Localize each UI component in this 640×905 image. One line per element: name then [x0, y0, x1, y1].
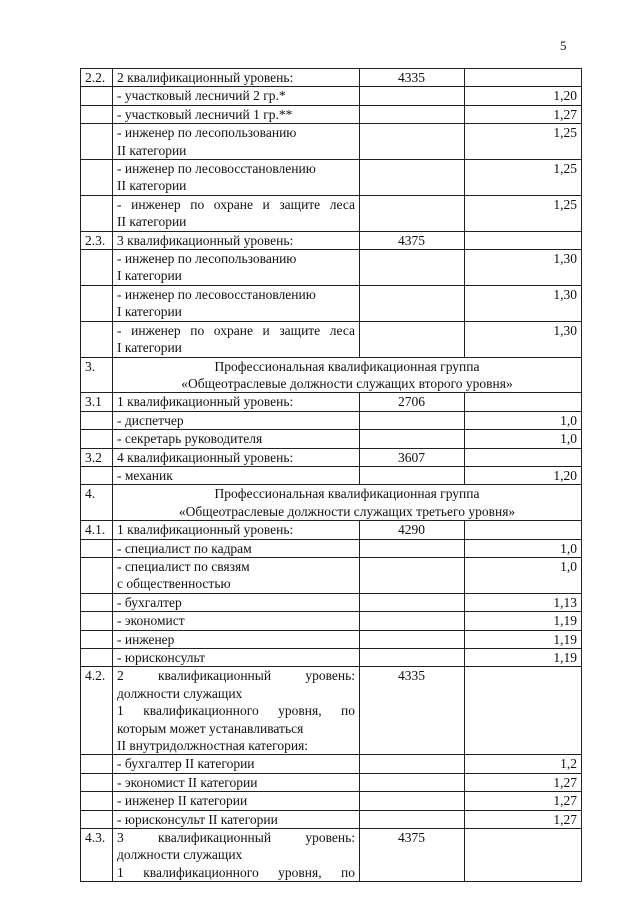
- table-row: [81, 321, 582, 357]
- position-name-cell: [113, 250, 360, 286]
- row-number-cell: [81, 105, 113, 123]
- position-name-cell: [113, 612, 360, 630]
- position-name-cell: [113, 321, 360, 357]
- table-row: [81, 466, 582, 484]
- row-number-cell: [81, 430, 113, 448]
- position-name-line: - инженер: [117, 631, 175, 647]
- coefficient-cell: 1,30: [465, 285, 582, 321]
- row-number-cell: [81, 321, 113, 357]
- table-row: [81, 195, 582, 231]
- salary-cell: [360, 105, 465, 123]
- table-row: [81, 612, 582, 630]
- row-number-cell: [81, 612, 113, 630]
- salary-cell: 4375: [360, 829, 465, 882]
- coefficient-cell: [465, 829, 582, 882]
- row-number-cell: 2.3.: [81, 231, 113, 249]
- salary-cell: [360, 755, 465, 773]
- position-name-cell: [113, 557, 360, 593]
- salary-cell: [360, 411, 465, 429]
- coefficient-cell: [465, 448, 582, 466]
- salary-cell: [360, 810, 465, 828]
- position-name-line: 4 квалификационный уровень:: [117, 449, 294, 465]
- position-name-cell: [113, 539, 360, 557]
- position-name-cell: [113, 466, 360, 484]
- coefficient-cell: 1,0: [465, 430, 582, 448]
- table-row: [81, 630, 582, 648]
- position-name-line: - диспетчер: [117, 412, 184, 428]
- position-name-cell: [113, 393, 360, 411]
- salary-cell: [360, 321, 465, 357]
- position-name-cell: [113, 430, 360, 448]
- row-number-cell: [81, 649, 113, 667]
- coefficient-cell: 1,30: [465, 250, 582, 286]
- position-name-line: I категории: [117, 304, 182, 320]
- row-number-cell: 2.2.: [81, 69, 113, 87]
- salary-cell: 4335: [360, 667, 465, 755]
- position-name-line: - участковый лесничий 2 гр.*: [117, 88, 286, 104]
- position-name-cell: [113, 792, 360, 810]
- position-name-line: - участковый лесничий 1 гр.**: [117, 106, 293, 122]
- position-name-line: 2 квалификационный уровень:: [117, 70, 294, 85]
- position-name-line: II категории: [117, 214, 187, 230]
- position-name-cell: [113, 448, 360, 466]
- table-row: [81, 448, 582, 466]
- position-name-line: - экономист II категории: [117, 774, 258, 790]
- row-number-cell: [81, 792, 113, 810]
- position-name-line: 1 квалификационный уровень:: [117, 522, 294, 538]
- position-name-line: - инженер по охране и защите леса: [117, 322, 355, 338]
- table-row: [81, 792, 582, 810]
- table-row: [81, 829, 582, 882]
- row-number-cell: [81, 87, 113, 105]
- coefficient-cell: [465, 667, 582, 755]
- salary-cell: [360, 792, 465, 810]
- row-number-cell: [81, 773, 113, 791]
- salary-cell: [360, 557, 465, 593]
- salary-cell: 4335: [360, 69, 465, 87]
- coefficient-cell: 1,30: [465, 321, 582, 357]
- position-name-cell: [113, 411, 360, 429]
- salary-cell: [360, 773, 465, 791]
- salary-cell: [360, 124, 465, 160]
- coefficient-cell: 1,20: [465, 466, 582, 484]
- table-row: [81, 231, 582, 249]
- position-name-line: 3 квалификационный уровень:: [117, 830, 355, 846]
- coefficient-cell: [465, 69, 582, 87]
- table-row: [81, 539, 582, 557]
- position-name-cell: [113, 630, 360, 648]
- row-number-cell: 4.1.: [81, 521, 113, 539]
- table-row: [81, 87, 582, 105]
- salary-cell: [360, 160, 465, 196]
- position-name-cell: [113, 69, 360, 87]
- position-name-cell: [113, 160, 360, 196]
- row-number-cell: [81, 466, 113, 484]
- row-number-cell: [81, 557, 113, 593]
- position-name-cell: [113, 755, 360, 773]
- position-name-line: I категории: [117, 340, 182, 356]
- table-row: [81, 667, 582, 755]
- coefficient-cell: 1,25: [465, 160, 582, 196]
- salary-cell: 4290: [360, 521, 465, 539]
- position-name-line: - секретарь руководителя: [117, 431, 263, 447]
- position-name-line: должности служащих: [117, 685, 243, 701]
- coefficient-cell: 1,27: [465, 792, 582, 810]
- position-name-cell: [113, 649, 360, 667]
- position-name-cell: [113, 667, 360, 755]
- row-number-cell: [81, 411, 113, 429]
- row-number-cell: [81, 755, 113, 773]
- position-name-line: должности служащих: [117, 847, 243, 863]
- position-name-line: - механик: [117, 467, 173, 483]
- position-name-line: 1 квалификационного уровня, по: [117, 864, 355, 880]
- position-name-cell: [113, 231, 360, 249]
- row-number-cell: 4.: [81, 485, 113, 521]
- row-number-cell: [81, 630, 113, 648]
- salary-cell: 2706: [360, 393, 465, 411]
- position-name-line: 1 квалификационный уровень:: [117, 394, 294, 410]
- row-number-cell: [81, 250, 113, 286]
- salary-cell: [360, 285, 465, 321]
- coefficient-cell: 1,2: [465, 755, 582, 773]
- salary-table: [80, 68, 582, 882]
- position-name-line: - бухгалтер II категории: [117, 756, 255, 772]
- position-name-line: - бухгалтер: [117, 594, 182, 610]
- salary-cell: [360, 250, 465, 286]
- position-name-cell: [113, 87, 360, 105]
- row-number-cell: [81, 593, 113, 611]
- position-name-cell: [113, 810, 360, 828]
- position-name-line: - инженер по лесовосстановлению: [117, 161, 316, 177]
- position-name-line: II внутридолжностная категория:: [117, 738, 309, 754]
- position-name-line: - инженер по лесовосстановлению: [117, 286, 316, 302]
- position-name-line: - инженер по лесопользованию: [117, 125, 297, 141]
- row-number-cell: [81, 539, 113, 557]
- coefficient-cell: 1,19: [465, 630, 582, 648]
- position-name-line: 3 квалификационный уровень:: [117, 232, 294, 248]
- coefficient-cell: 1,20: [465, 87, 582, 105]
- position-name-line: - специалист по кадрам: [117, 540, 252, 556]
- row-number-cell: 3.2: [81, 448, 113, 466]
- table-row: [81, 160, 582, 196]
- salary-cell: 4375: [360, 231, 465, 249]
- position-name-cell: [113, 195, 360, 231]
- coefficient-cell: 1,19: [465, 612, 582, 630]
- coefficient-cell: 1,0: [465, 539, 582, 557]
- salary-cell: [360, 630, 465, 648]
- row-number-cell: [81, 195, 113, 231]
- coefficient-cell: [465, 393, 582, 411]
- position-name-cell: [113, 829, 360, 882]
- row-number-cell: 4.3.: [81, 829, 113, 882]
- coefficient-cell: [465, 231, 582, 249]
- coefficient-cell: 1,27: [465, 810, 582, 828]
- coefficient-cell: 1,25: [465, 195, 582, 231]
- salary-cell: [360, 195, 465, 231]
- salary-cell: [360, 539, 465, 557]
- table-row: [81, 593, 582, 611]
- coefficient-cell: 1,0: [465, 411, 582, 429]
- coefficient-cell: 1,27: [465, 773, 582, 791]
- table-row: [81, 393, 582, 411]
- table-row: [81, 105, 582, 123]
- group-title-cell: [113, 357, 582, 393]
- row-number-cell: [81, 285, 113, 321]
- position-name-cell: [113, 124, 360, 160]
- table-row: [81, 755, 582, 773]
- coefficient-cell: 1,0: [465, 557, 582, 593]
- salary-cell: [360, 466, 465, 484]
- coefficient-cell: [465, 521, 582, 539]
- table-row: [81, 124, 582, 160]
- table-row: [81, 285, 582, 321]
- position-name-line: - экономист: [117, 613, 185, 629]
- position-name-cell: [113, 773, 360, 791]
- position-name-cell: [113, 105, 360, 123]
- group-title-line: Профессиональная квалификационная группа: [214, 358, 480, 374]
- table-row: [81, 69, 582, 87]
- table-row: [81, 810, 582, 828]
- group-title-line: Профессиональная квалификационная группа: [214, 486, 480, 502]
- salary-cell: [360, 87, 465, 105]
- position-name-line: II категории: [117, 142, 187, 158]
- group-title-line: «Общеотраслевые должности служащих третьего уровня»: [178, 503, 516, 519]
- group-title-line: «Общеотраслевые должности служащих второго уровня»: [181, 375, 513, 391]
- salary-table-body: [81, 69, 582, 882]
- table-row: [81, 521, 582, 539]
- salary-cell: [360, 593, 465, 611]
- table-row: [81, 411, 582, 429]
- position-name-cell: [113, 521, 360, 539]
- coefficient-cell: 1,13: [465, 593, 582, 611]
- position-name-line: - инженер по охране и защите леса: [117, 196, 355, 212]
- row-number-cell: 3.: [81, 357, 113, 393]
- group-title-cell: [113, 485, 582, 521]
- page-number: 5: [560, 38, 567, 53]
- position-name-line: - инженер II категории: [117, 793, 248, 809]
- position-name-cell: [113, 593, 360, 611]
- position-name-line: 2 квалификационный уровень:: [117, 668, 355, 684]
- row-number-cell: 3.1: [81, 393, 113, 411]
- row-number-cell: [81, 124, 113, 160]
- salary-cell: [360, 649, 465, 667]
- salary-cell: 3607: [360, 448, 465, 466]
- table-row: [81, 250, 582, 286]
- coefficient-cell: 1,25: [465, 124, 582, 160]
- row-number-cell: [81, 810, 113, 828]
- position-name-line: с общественностью: [117, 576, 231, 592]
- salary-cell: [360, 430, 465, 448]
- table-row: [81, 649, 582, 667]
- position-name-line: I категории: [117, 268, 182, 284]
- group-header-row: [81, 357, 582, 393]
- position-name-line: - юрисконсульт II категории: [117, 811, 278, 827]
- salary-cell: [360, 612, 465, 630]
- position-name-line: - инженер по лесопользованию: [117, 251, 297, 267]
- coefficient-cell: 1,27: [465, 105, 582, 123]
- position-name-cell: [113, 285, 360, 321]
- position-name-line: 1 квалификационного уровня, по: [117, 703, 355, 719]
- row-number-cell: [81, 160, 113, 196]
- table-row: [81, 430, 582, 448]
- position-name-line: - специалист по связям: [117, 558, 250, 574]
- position-name-line: которым может устанавливаться: [117, 720, 304, 736]
- coefficient-cell: 1,19: [465, 649, 582, 667]
- table-row: [81, 773, 582, 791]
- table-row: [81, 557, 582, 593]
- position-name-line: - юрисконсульт: [117, 650, 206, 665]
- group-header-row: [81, 485, 582, 521]
- position-name-line: II категории: [117, 178, 187, 194]
- row-number-cell: 4.2.: [81, 667, 113, 755]
